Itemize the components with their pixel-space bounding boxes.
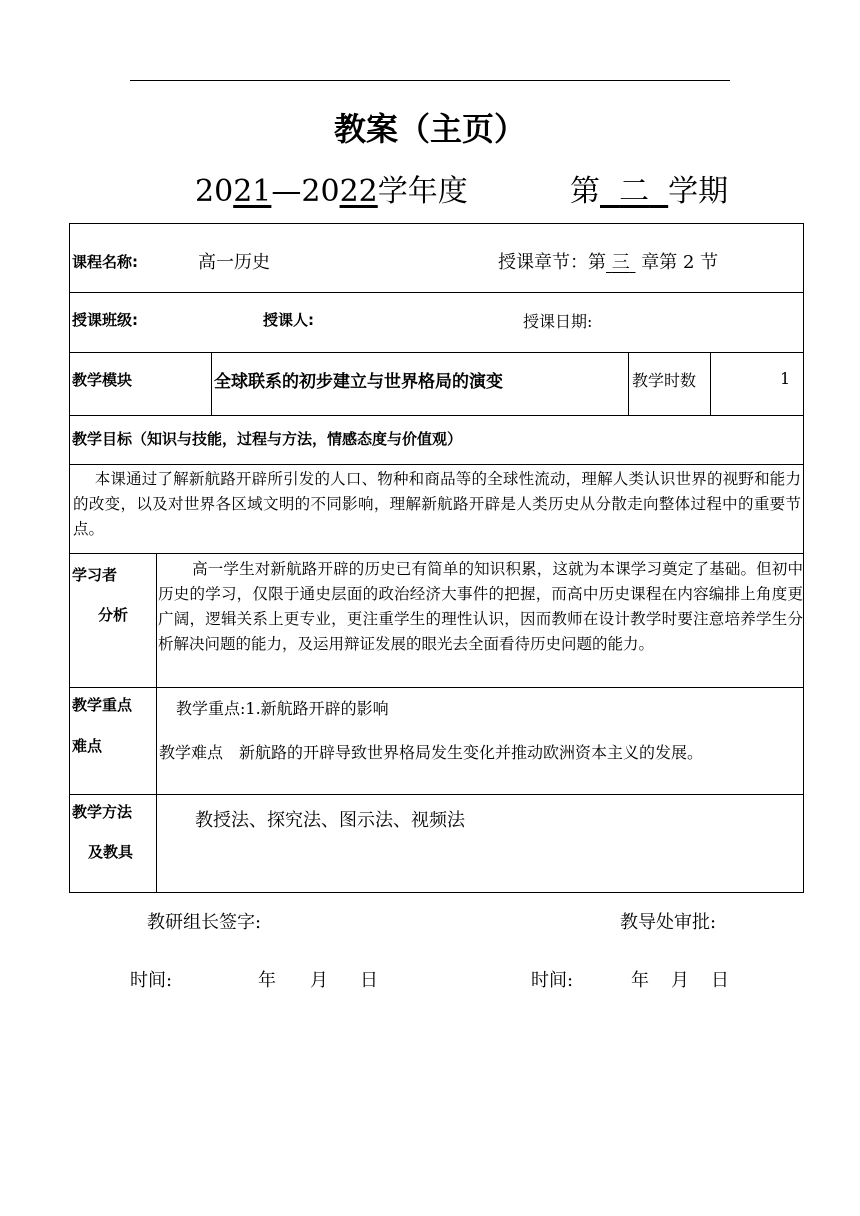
row-divider [70, 352, 803, 353]
keypoints-label-line2: 难点 [72, 737, 103, 755]
year-end-prefix: 20 [301, 174, 340, 209]
column-divider [211, 352, 212, 415]
methods-label-line2: 及教具 [88, 843, 134, 861]
time-label-right: 时间: [531, 970, 574, 991]
keypoint-text: 教学重点:1.新航路开辟的影响 [176, 699, 389, 718]
time-label-left: 时间: [130, 970, 173, 991]
section-number: 2 [682, 252, 695, 273]
objectives-label: 教学目标（知识与技能，过程与方法，情感态度与价值观） [72, 430, 463, 448]
semester-suffix: 学期 [668, 174, 729, 209]
methods-label-line1: 教学方法 [72, 803, 133, 821]
column-divider [628, 352, 629, 415]
academic-year [195, 166, 468, 210]
learner-label-line1: 学习者 [72, 566, 118, 584]
learner-label-line2: 分析 [98, 606, 129, 624]
methods-text: 教授法、探究法、图示法、视频法 [195, 810, 465, 831]
column-divider [156, 553, 157, 893]
module-value: 全球联系的初步建立与世界格局的演变 [214, 372, 503, 392]
learner-text: 高一学生对新航路开辟的历史已有简单的知识积累，这就为本课学习奠定了基础。但初中历史的学习，仅限于通史层面的政治经济大事件的把握，而高中历史课程在内容编排上角度更广阔，逻辑关系上更专业，更注重学生的理性认识，因而教师在设计教学时要注意培养学生分析解决问题的能力，及运用辩证发展的眼光去全面看待历史问题的能力。 [158, 560, 803, 653]
chapter-section: 授课章节：第 三 章第 2 节 [498, 252, 719, 273]
row-divider [70, 553, 803, 554]
group-leader-signature-label: 教研组长签字: [147, 912, 262, 933]
row-divider [70, 687, 803, 688]
module-label: 教学模块 [72, 371, 133, 389]
chapter-number: 三 [611, 252, 630, 273]
semester [570, 166, 728, 210]
year-separator: — [271, 174, 302, 209]
row-divider [70, 292, 803, 293]
keypoints-label-line1: 教学重点 [72, 696, 133, 714]
lesson-plan-table [69, 223, 804, 893]
office-approval-label: 教导处审批: [620, 912, 717, 933]
year-unit-right: 年 [631, 970, 649, 991]
row-divider [70, 415, 803, 416]
hours-label: 教学时数 [632, 371, 697, 390]
top-rule [130, 80, 730, 81]
course-value: 高一历史 [198, 252, 270, 273]
course-label: 课程名称: [72, 253, 138, 271]
year-suffix: 学年度 [377, 174, 468, 209]
month-unit-right: 月 [671, 970, 689, 991]
hours-value: 1 [780, 369, 791, 388]
year-start-underlined: 21 [233, 174, 272, 209]
year-end-underlined: 22 [339, 174, 378, 209]
date-label: 授课日期: [523, 312, 593, 331]
difficulty-text: 教学难点 新航路的开辟导致世界格局发生变化并推动欧洲资本主义的发展。 [159, 743, 704, 762]
day-unit-left: 日 [360, 970, 378, 991]
class-label: 授课班级: [72, 311, 138, 329]
semester-value: 二 [619, 174, 650, 209]
year-start-prefix: 20 [195, 174, 234, 209]
semester-prefix: 第 [570, 174, 600, 209]
month-unit-left: 月 [310, 970, 328, 991]
row-divider [70, 464, 803, 465]
row-divider [70, 794, 803, 795]
document-title: 教案（主页） [333, 110, 526, 148]
year-unit-left: 年 [258, 970, 276, 991]
teacher-label: 授课人: [263, 311, 314, 329]
day-unit-right: 日 [711, 970, 729, 991]
column-divider [710, 352, 711, 415]
objectives-text: 本课通过了解新航路开辟所引发的人口、物种和商品等的全球性流动，理解人类认识世界的视野和能力的改变，以及对世界各区域文明的不同影响，理解新航路开辟是人类历史从分散走向整体过程中的重要节点。 [73, 470, 801, 538]
